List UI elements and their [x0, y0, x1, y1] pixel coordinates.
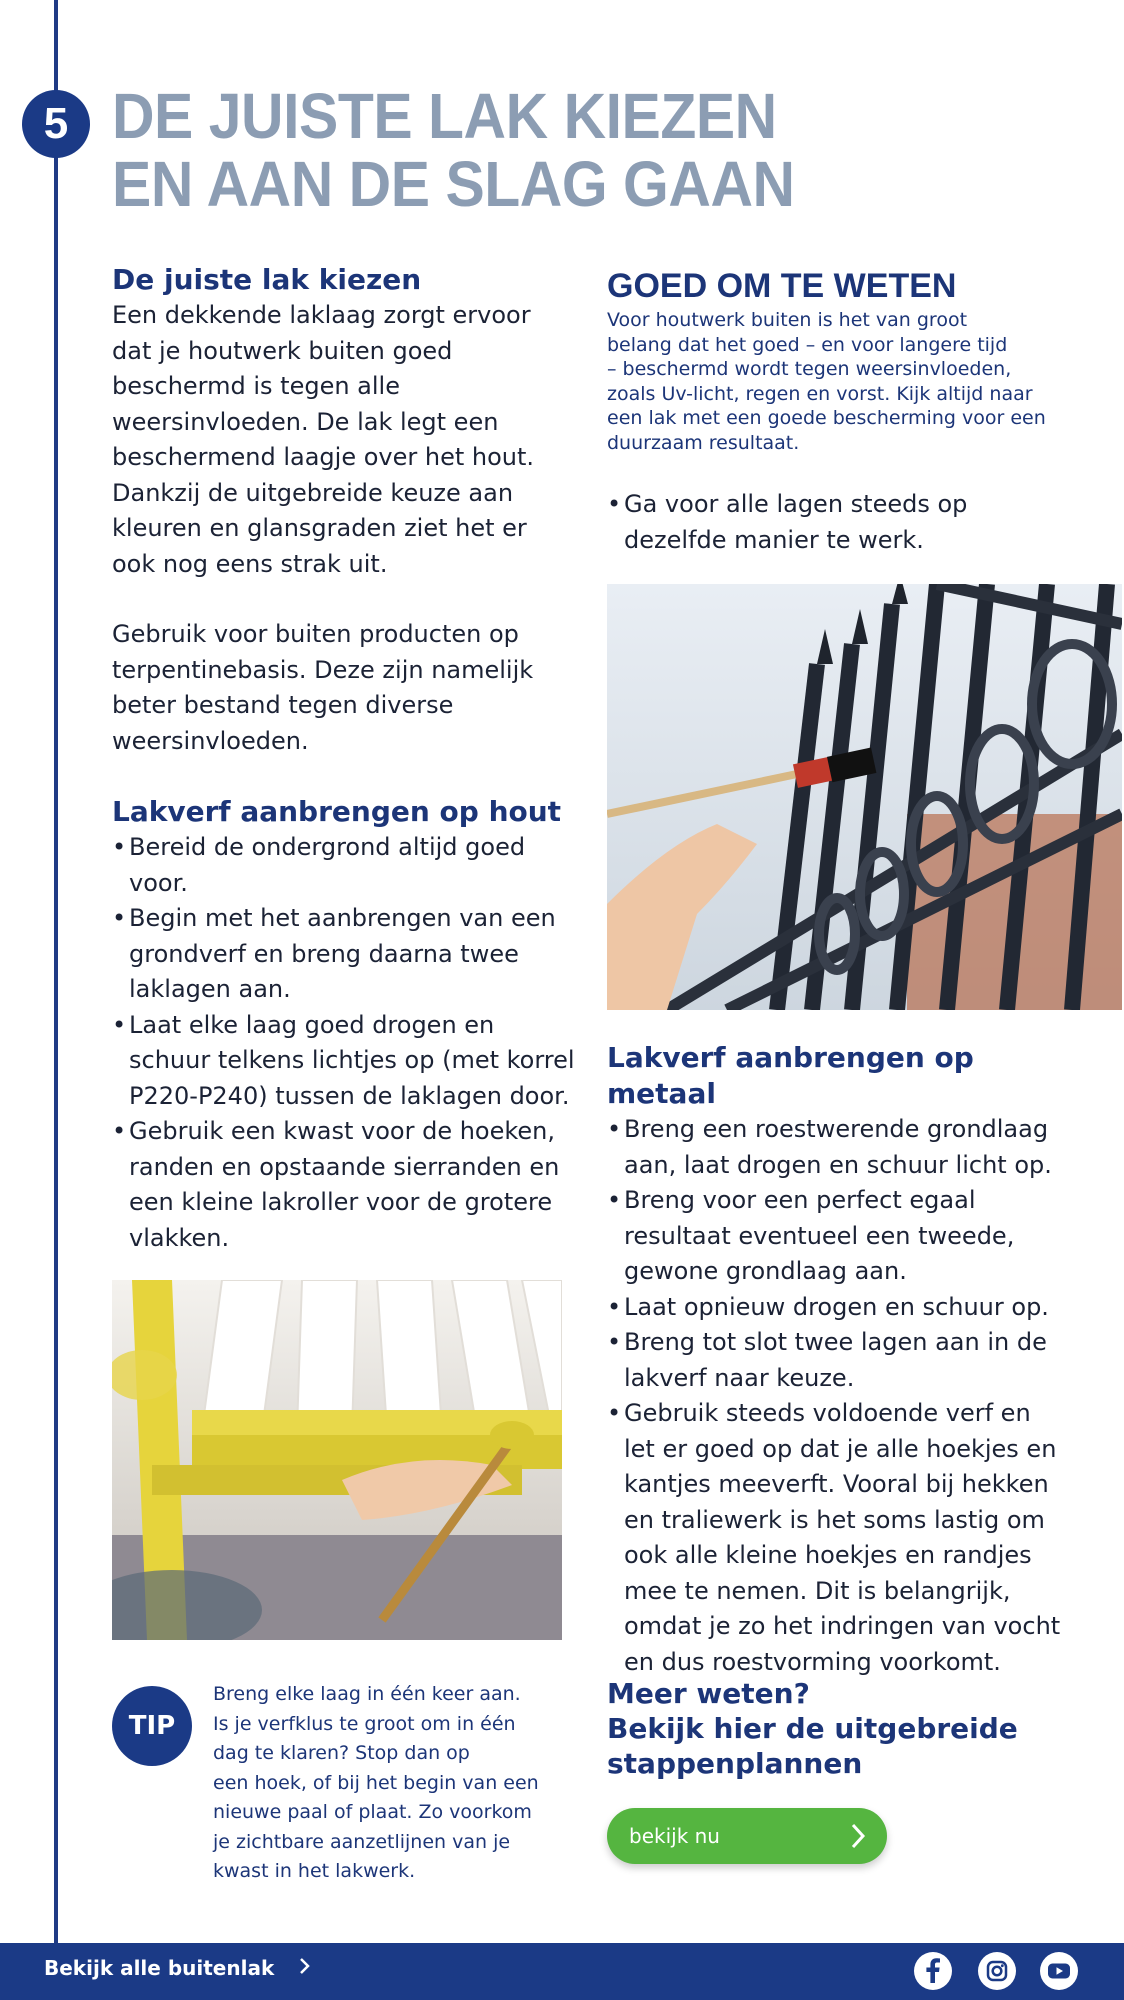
- good-to-know-section: [607, 264, 1077, 558]
- footer-link-label: Bekijk alle buitenlak: [44, 1956, 275, 1980]
- text-line: dag te klaren? Stop dan op: [213, 1742, 470, 1764]
- text-line: Een dekkende laklaag zorgt ervoor: [112, 301, 531, 329]
- page-title-line: EN AAN DE SLAG GAAN: [112, 148, 795, 220]
- text-line: je zichtbare aanzetlijnen van je: [213, 1830, 511, 1853]
- text-line: grondverf en breng daarna twee: [129, 939, 519, 968]
- bench-painting-photo: [112, 1280, 562, 1640]
- text-line: • Gebruik een kwast voor de hoeken,: [129, 1117, 556, 1145]
- youtube-icon[interactable]: [1040, 1952, 1078, 1990]
- more-info-section: [607, 1676, 1077, 1781]
- view-now-label: bekijk nu: [629, 1824, 720, 1848]
- all-exterior-lacquer-link[interactable]: [44, 1956, 310, 1980]
- text-line: dat je houtwerk buiten goed: [112, 336, 453, 365]
- text-line: vlakken.: [129, 1223, 230, 1252]
- text-line: • Begin met het aanbrengen van een: [129, 904, 556, 932]
- list-item: [607, 1183, 1077, 1290]
- text-line: ook nog eens strak uit.: [112, 549, 388, 578]
- chevron-right-icon: [849, 1821, 867, 1856]
- list-item: [607, 1290, 1077, 1326]
- text-line: P220-P240) tussen de laklagen door.: [129, 1081, 570, 1110]
- wood-application-section: [112, 794, 582, 1256]
- text-line: een hoek, of bij het begin van een: [213, 1771, 539, 1794]
- text-line: • Bereid de ondergrond altijd goed voor.: [129, 833, 526, 897]
- text-line: belang dat het goed – en voor langere tijd: [607, 333, 1008, 356]
- text-line: gewone grondlaag aan.: [624, 1257, 907, 1285]
- text-line: beschermd is tegen alle: [112, 372, 400, 400]
- text-line: Voor houtwerk buiten is het van groot: [607, 309, 968, 331]
- text-line: duurzaam resultaat.: [607, 431, 800, 454]
- text-line: • Gebruik steeds voldoende verf en: [624, 1399, 1031, 1427]
- text-line: • Ga voor alle lagen steeds op: [624, 490, 968, 518]
- text-line: Is je verfklus te groot om in één: [213, 1712, 516, 1735]
- list-item: [112, 1008, 582, 1115]
- text-line: aan, laat drogen en schuur licht op.: [624, 1150, 1052, 1179]
- text-line: lakverf naar keuze.: [624, 1363, 855, 1392]
- footer-bar: [0, 1943, 1124, 2000]
- section-paragraph: [112, 298, 572, 582]
- text-line: nieuwe paal of plaat. Zo voorkom: [213, 1801, 532, 1823]
- text-line: laklagen aan.: [129, 975, 291, 1003]
- metal-application-section: [607, 1040, 1077, 1680]
- text-line: randen en opstaande sierranden en: [129, 1152, 560, 1181]
- text-line: een kleine lakroller voor de grotere: [129, 1188, 553, 1216]
- text-line: • Breng een roestwerende grondlaag: [624, 1115, 1049, 1143]
- text-line: kantjes meeverft. Vooral bij hekken: [624, 1470, 1049, 1498]
- section-paragraph: [607, 308, 1077, 455]
- text-line: en traliewerk is het soms lastig om: [624, 1505, 1045, 1534]
- text-line: dezelfde manier te werk.: [624, 525, 924, 554]
- text-line: • Breng tot slot twee lagen aan in de: [624, 1328, 1047, 1356]
- text-line: resultaat eventueel een tweede,: [624, 1221, 1015, 1250]
- list-item: [607, 1112, 1077, 1183]
- text-line: kwast in het lakwerk.: [213, 1860, 416, 1882]
- text-line: stappenplannen: [607, 1747, 863, 1780]
- text-line: Bekijk hier de uitgebreide: [607, 1712, 1018, 1745]
- text-line: een lak met een goede bescherming voor een: [607, 407, 1046, 429]
- list-item: [607, 1396, 1077, 1680]
- fence-painting-illustration: [607, 584, 1122, 1010]
- bench-painting-illustration: [112, 1280, 562, 1640]
- more-info-heading: [607, 1676, 1077, 1781]
- view-now-button[interactable]: [607, 1808, 887, 1864]
- text-line: • Breng voor een perfect egaal: [624, 1186, 976, 1214]
- list-item: [112, 1114, 582, 1256]
- good-to-know-list: [607, 487, 1077, 558]
- text-line: beter bestand tegen diverse: [112, 691, 454, 719]
- list-item: [607, 487, 1077, 558]
- tip-text: [213, 1680, 543, 1887]
- text-line: beschermend laagje over het hout.: [112, 443, 535, 471]
- text-line: Breng elke laag in één keer aan.: [213, 1683, 521, 1705]
- step-number-badge: 5: [22, 90, 90, 158]
- text-line: let er goed op dat je alle hoekjes en: [624, 1434, 1057, 1463]
- instagram-icon[interactable]: [978, 1952, 1016, 1990]
- text-line: weersinvloeden.: [112, 726, 309, 755]
- text-line: weersinvloeden. De lak legt een: [112, 407, 499, 436]
- section-heading: Lakverf aanbrengen op hout: [112, 795, 562, 828]
- text-line: terpentinebasis. Deze zijn namelijk: [112, 655, 534, 684]
- text-line: mee te nemen. Dit is belangrijk,: [624, 1576, 1011, 1605]
- text-line: Dankzij de uitgebreide keuze aan: [112, 478, 514, 507]
- text-line: zoals Uv-licht, regen en vorst. Kijk altijd naar: [607, 382, 1033, 405]
- section-heading: Lakverf aanbrengen op metaal: [607, 1041, 974, 1110]
- text-line: en dus roestvorming voorkomt.: [624, 1647, 1001, 1676]
- list-item: [112, 901, 582, 1008]
- text-line: omdat je zo het indringen van vocht: [624, 1612, 1061, 1640]
- section-heading: GOED OM TE WETEN: [607, 267, 957, 305]
- text-line: Gebruik voor buiten producten op: [112, 620, 519, 648]
- text-line: kleuren en glansgraden ziet het er: [112, 514, 527, 542]
- wood-steps-list: [112, 830, 582, 1256]
- chevron-right-icon: [298, 1956, 310, 1980]
- timeline-line: [54, 0, 58, 1943]
- page-title-line: DE JUISTE LAK KIEZEN: [112, 80, 777, 152]
- text-line: • Laat elke laag goed drogen en: [129, 1010, 495, 1039]
- section-heading: De juiste lak kiezen: [112, 263, 422, 296]
- section-paragraph: [112, 617, 572, 759]
- tip-badge: TIP: [112, 1686, 192, 1766]
- text-line: schuur telkens lichtjes op (met korrel: [129, 1046, 575, 1074]
- metal-steps-list: [607, 1112, 1077, 1680]
- choose-lacquer-section: [112, 262, 572, 759]
- text-line: ook alle kleine hoekjes en randjes: [624, 1541, 1032, 1569]
- text-line: • Laat opnieuw drogen en schuur op.: [624, 1292, 1049, 1321]
- list-item: [607, 1325, 1077, 1396]
- text-line: Meer weten?: [607, 1677, 810, 1710]
- text-line: – beschermd wordt tegen weersinvloeden,: [607, 358, 1012, 380]
- fence-painting-photo: [607, 584, 1122, 1010]
- facebook-icon[interactable]: [914, 1952, 952, 1990]
- list-item: [112, 830, 582, 901]
- page-title: [112, 82, 795, 218]
